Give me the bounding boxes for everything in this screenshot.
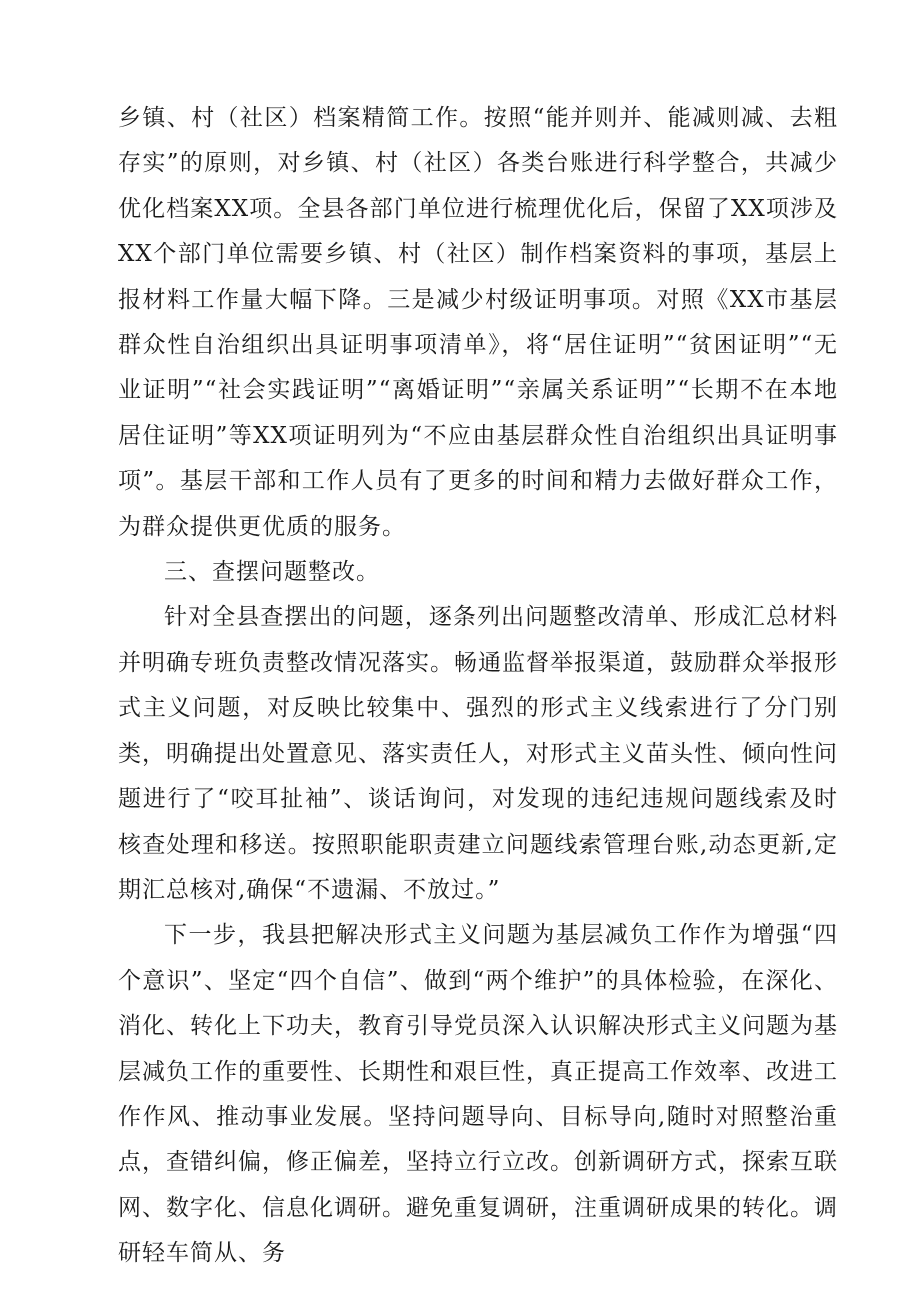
document-body — [118, 96, 838, 1277]
section-heading-rectification: 三、查摆问题整改。 — [164, 559, 380, 586]
paragraph-rectification: 针对全县查摆出的问题，逐条列出问题整改清单、形成汇总材料并明确专班负责整改情况落实。畅通监督举报渠道，鼓励群众举报形式主义问题，对反映比较集中、强烈的形式主义线索进行了分门别类，明确提出处置意见、落实责任人，对形式主义苗头性、倾向性问题进行了“咬耳扯袖”、谈话询问，对发现的违纪违规问题线索及时核查处理和移送。按照职能职责建立问题线索管理台账,动态更新,定期汇总核对,确保“不遗漏、不放过。” — [118, 604, 838, 903]
paragraph-archive-simplification: 乡镇、村（社区）档案精简工作。按照“能并则并、能减则减、去粗存实”的原则，对乡镇、村（社区）各类台账进行科学整合，共减少优化档案XX项。全县各部门单位进行梳理优化后，保留了XX项涉及XX个部门单位需要乡镇、村（社区）制作档案资料的事项，基层上报材料工作量大幅下降。三是减少村级证明事项。对照《XX市基层群众性自治组织出具证明事项清单》，将“居住证明”“贫困证明”“无业证明”“社会实践证明”“离婚证明”“亲属关系证明”“长期不在本地居住证明”等XX项证明列为“不应由基层群众性自治组织出具证明事项”。基层干部和工作人员有了更多的时间和精力去做好群众工作，为群众提供更优质的服务。 — [118, 105, 838, 540]
paragraph-next-steps: 下一步，我县把解决形式主义问题为基层减负工作作为增强“四个意识”、坚定“四个自信”、做到“两个维护”的具体检验，在深化、消化、转化上下功夫，教育引导党员深入认识解决形式主义问题为基层减负工作的重要性、长期性和艰巨性，真正提高工作效率、改进工作作风、推动事业发展。坚持问题导向、目标导向,随时对照整治重点，查错纠偏，修正偏差，坚持立行立改。创新调研方式，探索互联网、数字化、信息化调研。避免重复调研，注重调研成果的转化。调研轻车简从、务 — [118, 922, 838, 1267]
